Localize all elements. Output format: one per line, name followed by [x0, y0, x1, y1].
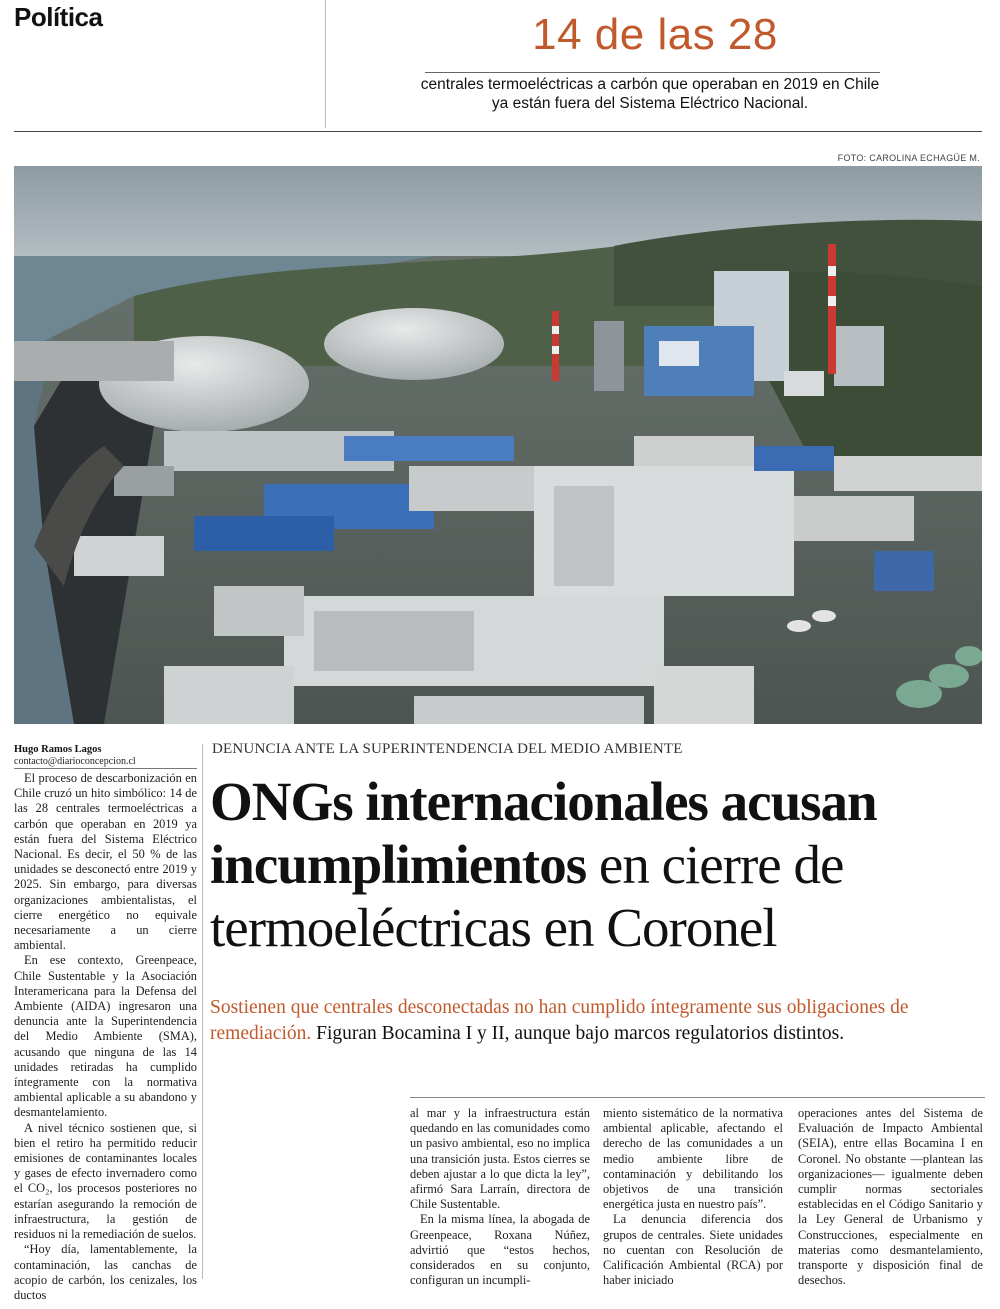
author-email: contacto@diarioconcepcion.cl [14, 756, 136, 767]
article-photo [14, 166, 982, 724]
paragraph: El proceso de descarbonización en Chile cruzó un hito simbólico: 14 de las 28 centrales termoeléctricas a carbón que operaban en 2019 ya están fuera del Sistema Eléctrico Nacional. Es decir, el 50 % de las unidades se desconectó entre 2019 y 2025. Sin embargo, para diversas organizaciones ambientalistas, el cierre energético no equivale necesariamente a un cierre ambiental. [14, 771, 197, 953]
photo-credit: FOTO: CAROLINA ECHAGÜE M. [837, 153, 980, 163]
article-column-2 [410, 1106, 590, 1288]
stat-figure: 14 de las 28 [532, 10, 778, 59]
stat-description [400, 75, 900, 113]
section-title: Política [14, 2, 103, 32]
paragraph: La denuncia diferencia dos grupos de centrales. Siete unidades no cuentan con Resolución de Calificación Ambiental (RCA) por haber iniciado [603, 1212, 783, 1288]
article-deck [210, 995, 980, 1047]
headline-rest: en cierre de termoeléctricas en Coronel [210, 834, 844, 958]
paragraph: operaciones antes del Sistema de Evaluación de Impacto Ambiental (SEIA), entre ellas Bocamina I en Coronel. No obstante —plantean las organizaciones— igualmente deben cumplir normas sectoriales establecidas en el Código Sanitario y la Ley General de Urbanismo y Construcciones, especialmente en materias como desmantelamiento, transporte y disposición final de desechos. [798, 1106, 983, 1288]
deck-rest: Figuran Bocamina I y II, aunque bajo marcos regulatorios distintos. [311, 1023, 845, 1044]
headline-bold: ONGs internacionales acusan incumplimientos [210, 771, 877, 895]
byline-rule [14, 768, 197, 769]
paragraph: En ese contexto, Greenpeace, Chile Sustentable y la Asociación Interamericana para la Defensa del Ambiente (AIDA) ingresaron una denuncia ante la Superintendencia del Medio Ambiente (SMA), acusando que ninguna de las 14 unidades retiradas ha cumplido íntegramente con la normativa ambiental aplicable a su abandono y desmantelamiento. [14, 953, 197, 1120]
article-headline [210, 770, 990, 959]
header-rule [14, 131, 982, 132]
paragraph: A nivel técnico sostienen que, si bien el retiro ha permitido reducir emisiones de contaminantes locales y gases de efecto invernadero como el CO₂, los procesos posteriores no estarían asegurando la remoción de infraestructura, la gestión de residuos ni la remediación de suelos. [14, 1120, 197, 1242]
paragraph: al mar y la infraestructura están quedando en las comunidades como un pasivo ambiental, eso no implica una transición justa. Estos cierres se deben ajustar a lo que dicta la ley”, afirmó Sara Larraín, directora de Chile Sustentable. [410, 1106, 590, 1212]
stat-description-line-1: centrales termoeléctricas a carbón que operaban en 2019 en Chile [420, 76, 880, 93]
columns-rule [410, 1097, 985, 1098]
header-divider [325, 0, 326, 128]
deck-highlight: Sostienen que centrales desconectadas no han cumplido íntegramente sus obligaciones de remediación. [210, 997, 909, 1044]
paragraph: En la misma línea, la abogada de Greenpeace, Roxana Núñez, advirtió que “estos hechos, considerados en su conjunto, configuran un incumpli- [410, 1212, 590, 1288]
paragraph: miento sistemático de la normativa ambiental aplicable, afectando el derecho de las comunidades a un medio ambiente libre de contaminación y debilitando los objetivos de una transición energética justa en nuestro país”. [603, 1106, 783, 1212]
author-name: Hugo Ramos Lagos [14, 744, 102, 755]
article-column-4 [798, 1106, 983, 1288]
article-kicker: DENUNCIA ANTE LA SUPERINTENDENCIA DEL MEDIO AMBIENTE [212, 741, 683, 757]
column-separator [202, 744, 203, 1279]
industrial-aerial-photo [14, 166, 982, 724]
article-column-3 [603, 1106, 783, 1288]
article-column-1 [14, 771, 197, 1303]
stat-description-line-2: ya están fuera del Sistema Eléctrico Nacional. [491, 95, 809, 112]
paragraph: “Hoy día, lamentablemente, la contaminación, las canchas de acopio de carbón, los cenizales, los ductos [14, 1242, 197, 1302]
stat-rule [425, 72, 880, 73]
